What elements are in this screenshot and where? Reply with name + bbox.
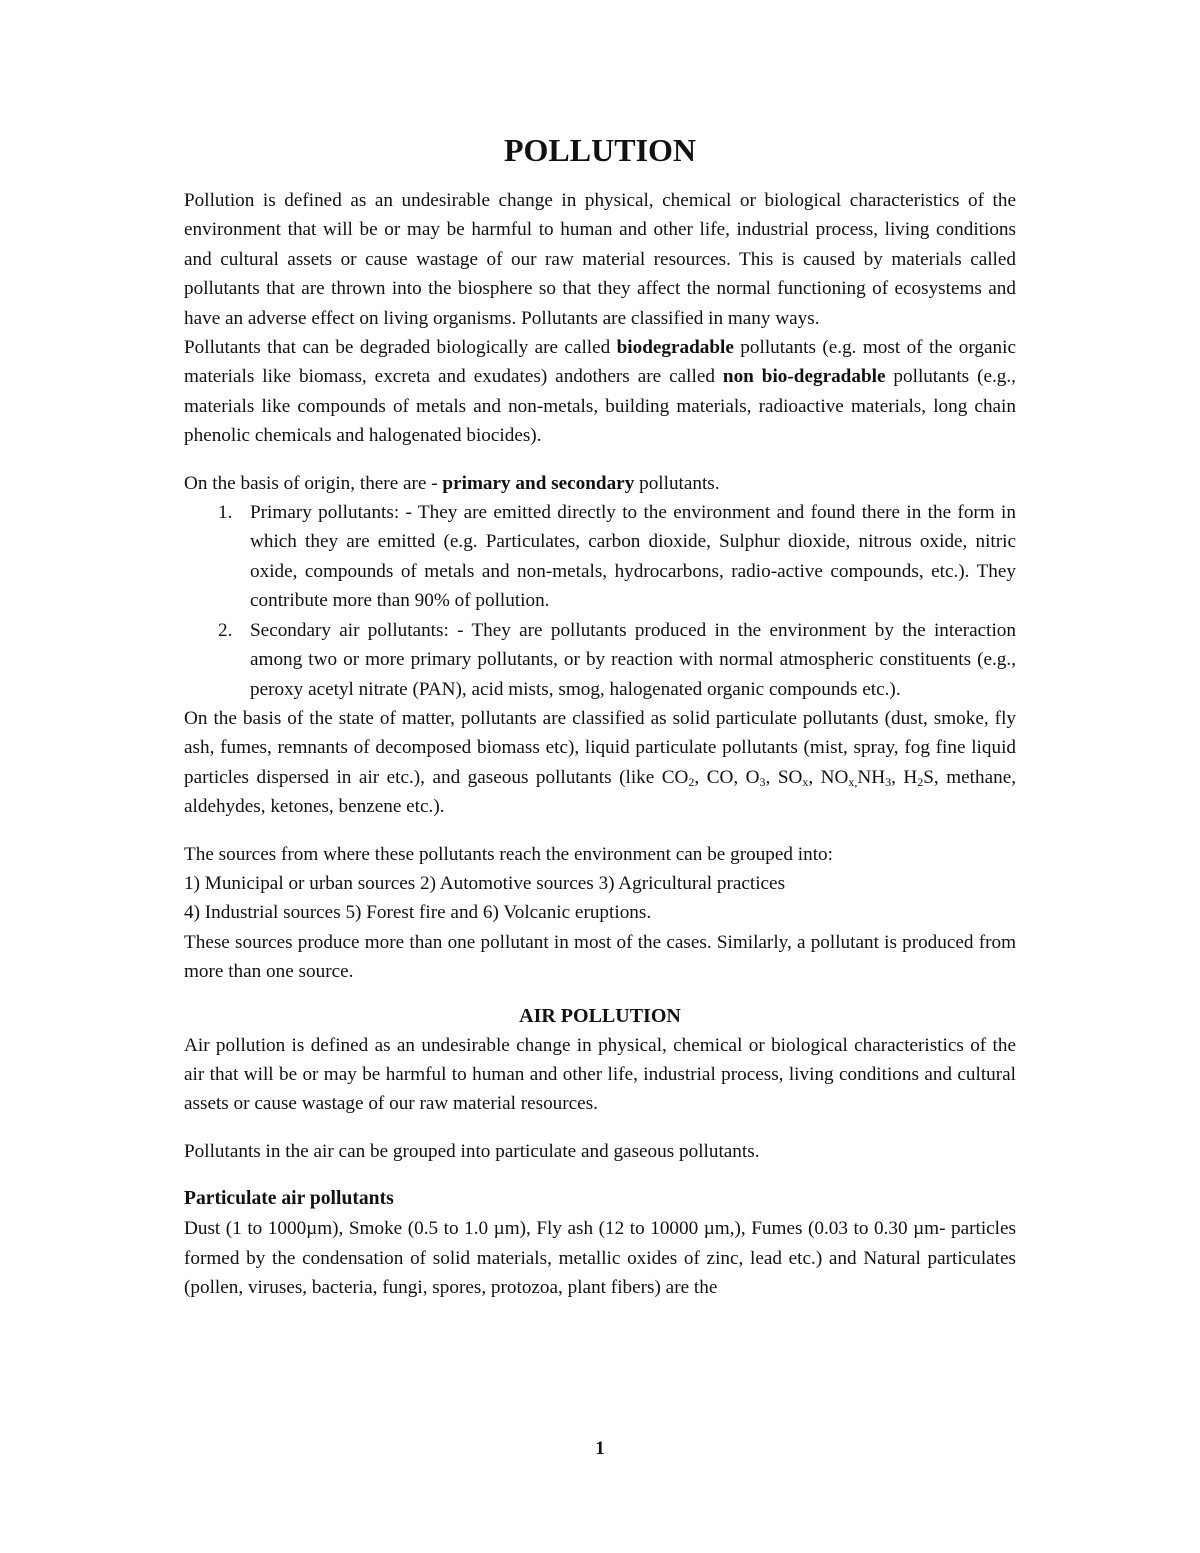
sources-lead: The sources from where these pollutants reach the environment can be grouped into: <box>184 843 833 865</box>
text-span: , CO, O <box>694 766 760 788</box>
air-pollutants-paragraph: Pollutants in the air can be grouped into particulate and gaseous pollutants. <box>184 1140 760 1162</box>
subscript: 3 <box>885 774 892 789</box>
list-item-text: Primary pollutants: - They are emitted directly to the environment and found there in the form in which they are emitted (e.g. Particulates, carbon dioxide, Sulphur dioxide, nitrous oxide, nitric oxide, compounds of metals and non-metals, hydrocarbons, radio-active compounds, etc.). They contribute more than 90% of pollution. <box>250 502 1016 612</box>
text-span: Pollutants that can be degraded biologically are called <box>184 337 617 359</box>
page-content <box>184 130 1016 1302</box>
text-span: pollutants (e.g. most of the organic materials like biomass, excreta and exudates) andothers are called <box>184 337 1016 388</box>
state-paragraph <box>184 704 1016 822</box>
origin-list <box>184 498 1016 704</box>
list-item <box>184 498 1016 616</box>
section-heading-particulate: Particulate air pollutants <box>184 1188 394 1210</box>
subscript: x, <box>848 774 858 789</box>
text-span: NH <box>857 766 886 788</box>
subscript: 2 <box>688 774 695 789</box>
text-span: pollutants (e.g., materials like compounds of metals and non-metals, building materials, radioactive materials, long chain phenolic chemicals and halogenated biocides). <box>184 366 1016 447</box>
list-number: 2. <box>218 619 233 641</box>
subscript: 3 <box>759 774 766 789</box>
text-span: , SO <box>765 766 803 788</box>
text-span: pollutants. <box>634 472 720 494</box>
subscript: x <box>802 774 809 789</box>
bold-term-primary-secondary: primary and secondary <box>442 472 635 494</box>
text-span: , NO <box>808 766 849 788</box>
air-pollution-paragraph: Air pollution is defined as an undesirable change in physical, chemical or biological characteristics of the air that will be or may be harmful to human and other life, industrial process, living conditions and cultural assets or cause wastage of our raw material resources. <box>184 1034 1016 1115</box>
section-heading-air-pollution: AIR POLLUTION <box>519 1004 681 1027</box>
biodegradable-paragraph <box>184 333 1016 451</box>
list-item-text: Secondary air pollutants: - They are pollutants produced in the environment by the interaction among two or more primary pollutants, or by reaction with normal atmospheric constituents (e.g., peroxy acetyl nitrate (PAN), acid mists, smog, halogenated organic compounds etc.). <box>250 619 1016 700</box>
sources-closing: These sources produce more than one pollutant in most of the cases. Similarly, a pollutant is produced from more than one source. <box>184 931 1016 983</box>
sources-line-2: 4) Industrial sources 5) Forest fire and 6) Volcanic eruptions. <box>184 902 652 924</box>
particulate-paragraph: Dust (1 to 1000µm), Smoke (0.5 to 1.0 µm), Fly ash (12 to 10000 µm,), Fumes (0.03 to 0.30 µm- particles formed by the condensation of solid materials, metallic oxides of zinc, lead etc.) and Natural particulates (pollen, viruses, bacteria, fungi, spores, protozoa, plant fibers) are the <box>184 1218 1016 1298</box>
intro-paragraph: Pollution is defined as an undesirable change in physical, chemical or biological characteristics of the environment that will be or may be harmful to human and other life, industrial process, living conditions and cultural assets or cause wastage of our raw material resources. This is caused by materials called pollutants that are thrown into the biosphere so that they affect the normal functioning of ecosystems and have an adverse effect on living organisms. Pollutants are classified in many ways. <box>184 190 1016 329</box>
list-number: 1. <box>218 502 233 524</box>
bold-term-biodegradable: biodegradable <box>616 337 734 359</box>
bold-term-non-biodegradable: non bio-degradable <box>722 366 886 388</box>
sources-line-1: 1) Municipal or urban sources 2) Automotive sources 3) Agricultural practices <box>184 872 786 894</box>
text-span: On the basis of the state of matter, pollutants are classified as solid particulate pollutants (dust, smoke, fly ash, fumes, remnants of decomposed biomass etc), liquid particulate pollutants (mist, spray, fog fine liquid particles dispersed in air etc.), and gaseous pollutants (like CO <box>184 707 1016 788</box>
text-span: S, methane, aldehydes, ketones, benzene etc.). <box>184 766 1017 818</box>
list-item <box>184 616 1016 704</box>
page-number: 1 <box>595 1438 605 1459</box>
page-title: POLLUTION <box>503 132 697 168</box>
origin-lead <box>184 469 1016 498</box>
subscript: 2 <box>917 774 924 789</box>
text-span: On the basis of origin, there are - <box>184 472 443 494</box>
text-span: , H <box>891 766 918 788</box>
